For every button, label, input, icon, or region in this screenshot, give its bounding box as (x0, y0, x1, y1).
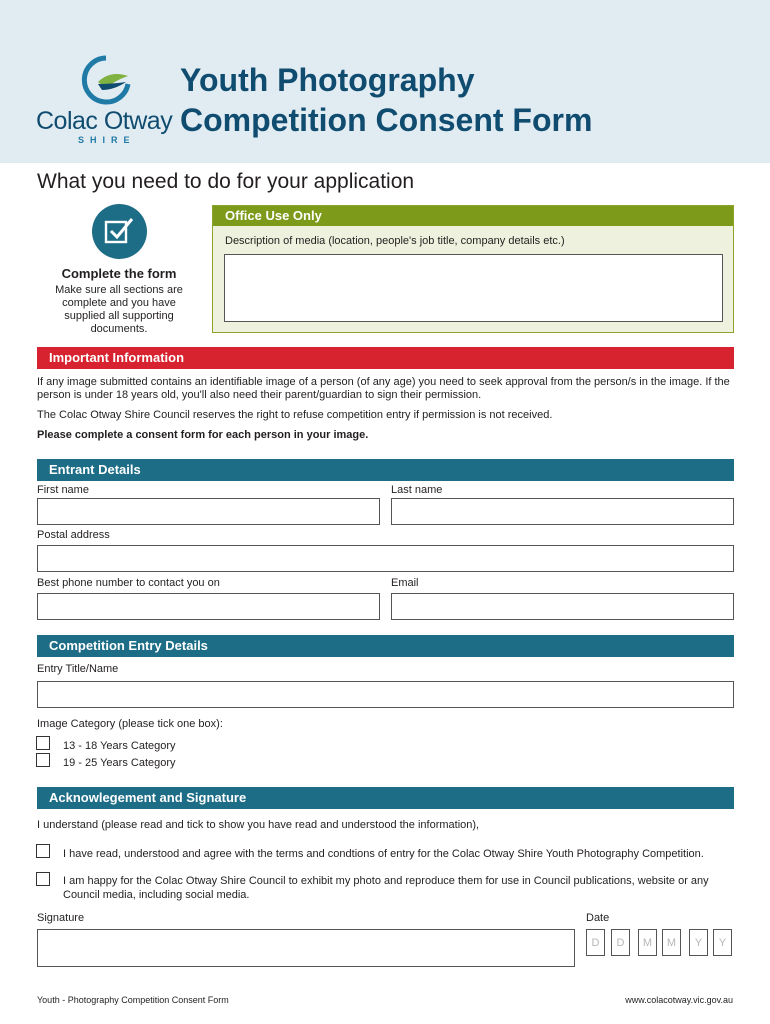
office-use-heading: Office Use Only (213, 206, 733, 226)
logo-name: Colac Otway (36, 107, 173, 135)
important-para-1: If any image submitted contains an identifiable image of a person (of any age) you need to seek approval from the person/s in the image. If the person is under 18 years old, you'll also need their parent/guardian to sign their permission. (37, 376, 730, 401)
logo-mark-icon (76, 54, 132, 106)
date-month-2[interactable]: M (662, 929, 681, 956)
category-13-18-label: 13 - 18 Years Category (63, 740, 176, 752)
checkbox-step-icon (92, 204, 147, 259)
acknowledgement-intro: I understand (please read and tick to show you have read and understood the information), (37, 819, 480, 831)
section-subtitle: What you need to do for your application (37, 170, 415, 193)
acknowledgement-heading: Acknowlegement and Signature (37, 787, 734, 809)
date-day-2[interactable]: D (611, 929, 630, 956)
council-logo (36, 54, 176, 146)
office-use-description: Description of media (location, people's job title, company details etc.) (225, 235, 565, 247)
entry-title-field[interactable] (37, 681, 734, 708)
last-name-label: Last name (391, 484, 443, 496)
signature-label: Signature (37, 912, 85, 924)
category-19-25-checkbox[interactable] (36, 753, 50, 767)
competition-entry-heading: Competition Entry Details (37, 635, 734, 657)
terms-label: I have read, understood and agree with the terms and condtions of entry for the Colac Otway Shire Youth Photography Competition. (63, 848, 704, 860)
signature-field[interactable] (37, 929, 575, 967)
date-year-1[interactable]: Y (689, 929, 708, 956)
first-name-field[interactable] (37, 498, 380, 525)
category-13-18-checkbox[interactable] (36, 736, 50, 750)
date-day-1[interactable]: D (586, 929, 605, 956)
date-year-2[interactable]: Y (713, 929, 732, 956)
title-line-1: Youth Photography (180, 62, 475, 98)
email-label: Email (391, 577, 419, 589)
phone-field[interactable] (37, 593, 380, 620)
email-field[interactable] (391, 593, 734, 620)
first-name-label: First name (37, 484, 89, 496)
publish-consent-checkbox[interactable] (36, 872, 50, 886)
entry-title-label: Entry Title/Name (37, 663, 119, 675)
publish-consent-label: I am happy for the Colac Otway Shire Council to exhibit my photo and reproduce them for use in Council publications, website or any Council media, including social media. (63, 875, 709, 901)
footer-website: www.colacotway.vic.gov.au (625, 995, 733, 1005)
page-header (0, 0, 770, 163)
step-description: Make sure all sections are complete and you have supplied all supporting documents. (55, 284, 183, 335)
last-name-field[interactable] (391, 498, 734, 525)
office-use-panel (212, 205, 734, 333)
category-19-25-label: 19 - 25 Years Category (63, 757, 176, 769)
phone-label: Best phone number to contact you on (37, 577, 220, 589)
postal-address-label: Postal address (37, 529, 110, 541)
date-month-1[interactable]: M (638, 929, 657, 956)
postal-address-field[interactable] (37, 545, 734, 572)
step-title: Complete the form (61, 266, 177, 281)
entrant-details-heading: Entrant Details (37, 459, 734, 481)
footer-form-name: Youth - Photography Competition Consent Form (37, 995, 229, 1005)
important-para-3: Please complete a consent form for each person in your image. (37, 429, 369, 441)
date-label: Date (586, 912, 610, 924)
important-para-2: The Colac Otway Shire Council reserves the right to refuse competition entry if permission is not received. (37, 409, 553, 421)
office-use-input[interactable] (224, 254, 723, 322)
logo-shire: SHIRE (78, 135, 136, 145)
terms-checkbox[interactable] (36, 844, 50, 858)
image-category-label: Image Category (please tick one box): (37, 718, 223, 730)
important-info-heading: Important Information (37, 347, 734, 369)
title-line-2: Competition Consent Form (180, 102, 593, 138)
page-title (180, 60, 592, 140)
